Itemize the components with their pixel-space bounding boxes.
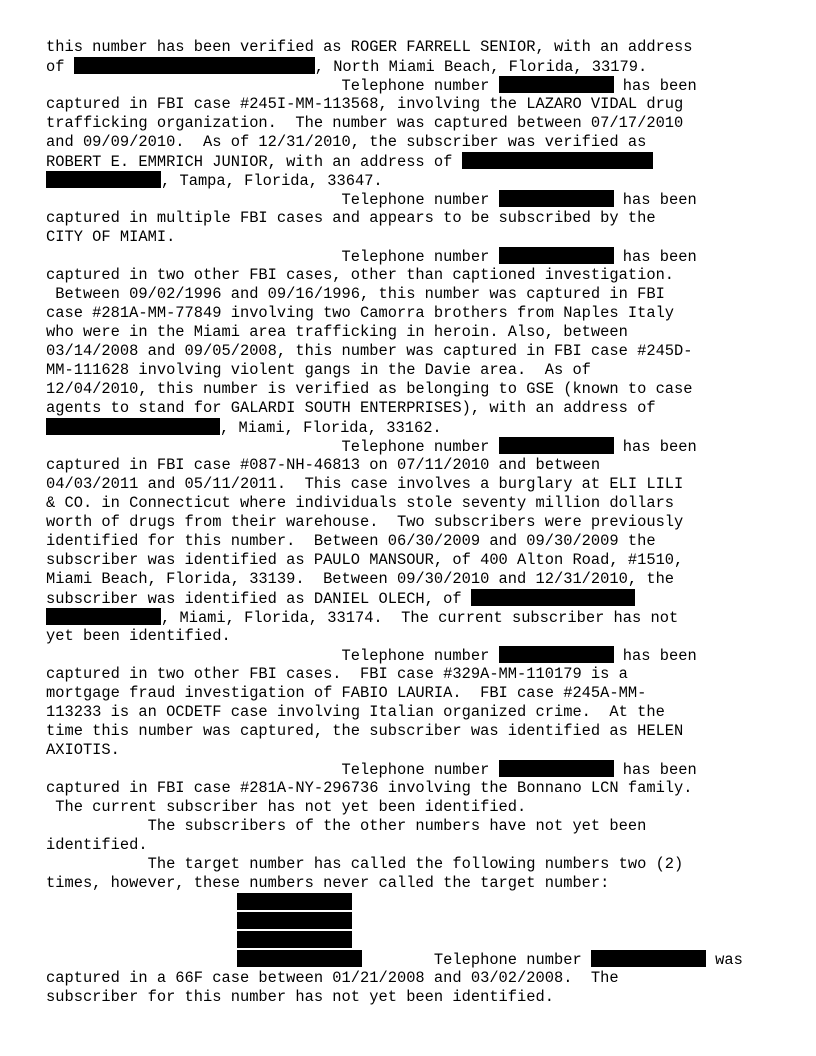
text-line: trafficking organization. The number was captured between 07/17/2010 (46, 114, 684, 132)
text-line: captured in multiple FBI cases and appears to be subscribed by the (46, 209, 656, 227)
text-line: case #281A-MM-77849 involving two Camorra brothers from Naples Italy (46, 304, 675, 322)
text-line: subscriber was identified as DANIEL OLECH, of (46, 589, 635, 608)
text-line: captured in two other FBI cases, other than captioned investigation. (46, 266, 675, 284)
redaction-bar (46, 418, 220, 435)
text-line: of , North Miami Beach, Florida, 33179. (46, 58, 648, 76)
redaction-bar (499, 76, 614, 93)
text-line: & CO. in Connecticut where individuals stole seventy million dollars (46, 494, 675, 512)
text-line: Miami Beach, Florida, 33139. Between 09/30/2010 and 12/31/2010, the (46, 570, 675, 588)
text-line: The subscribers of the other numbers have not yet been (46, 817, 647, 835)
text-line: The target number has called the following numbers two (2) (46, 855, 684, 873)
text-line: who were in the Miami area trafficking in heroin. Also, between (46, 323, 628, 341)
text-line: , Miami, Florida, 33174. The current subscriber has not (46, 608, 678, 627)
redaction-bar (237, 893, 352, 910)
text-line: subscriber was identified as PAULO MANSOUR, of 400 Alton Road, #1510, (46, 551, 684, 569)
text-line: captured in a 66F case between 01/21/2008 and 03/02/2008. The (46, 969, 619, 987)
text-line: Telephone number has been (46, 77, 697, 95)
text-line: 04/03/2011 and 05/11/2011. This case involves a burglary at ELI LILI (46, 475, 684, 493)
redaction-bar (499, 760, 614, 777)
text-line: 12/04/2010, this number is verified as belonging to GSE (known to case (46, 380, 693, 398)
redaction-bar (471, 589, 635, 606)
text-line: 03/14/2008 and 09/05/2008, this number was captured in FBI case #245D- (46, 342, 693, 360)
text-line: agents to stand for GALARDI SOUTH ENTERPRISES), with an address of (46, 399, 656, 417)
text-line: 113233 is an OCDETF case involving Italian organized crime. At the (46, 703, 665, 721)
text-line: identified. (46, 836, 148, 854)
text-line: Telephone number has been (46, 438, 697, 456)
redaction-bar (499, 437, 614, 454)
text-line: Telephone number has been (46, 647, 697, 665)
text-line: captured in FBI case #245I-MM-113568, involving the LAZARO VIDAL drug (46, 95, 684, 113)
text-line: AXIOTIS. (46, 741, 120, 759)
redaction-bar (46, 608, 161, 625)
text-line: CITY OF MIAMI. (46, 228, 176, 246)
redaction-bar (499, 190, 614, 207)
text-line: this number has been verified as ROGER FARRELL SENIOR, with an address (46, 38, 693, 56)
text-line: captured in FBI case #281A-NY-296736 involving the Bonnano LCN family. (46, 779, 693, 797)
redaction-bar (74, 57, 315, 74)
text-line: Telephone number was (46, 951, 743, 969)
text-line: and 09/09/2010. As of 12/31/2010, the subscriber was verified as (46, 133, 647, 151)
text-line: Telephone number has been (46, 248, 697, 266)
text-line: time this number was captured, the subscriber was identified as HELEN (46, 722, 684, 740)
text-line: , Miami, Florida, 33162. (46, 418, 442, 437)
text-line: subscriber for this number has not yet been identified. (46, 988, 554, 1006)
text-line: Telephone number has been (46, 761, 697, 779)
text-line: Between 09/02/1996 and 09/16/1996, this number was captured in FBI (46, 285, 665, 303)
text-line: The current subscriber has not yet been identified. (46, 798, 527, 816)
text-line: captured in two other FBI cases. FBI case #329A-MM-110179 is a (46, 665, 628, 683)
redaction-bar (499, 646, 614, 663)
text-line: yet been identified. (46, 627, 231, 645)
text-line: captured in FBI case #087-NH-46813 on 07/11/2010 and between (46, 456, 601, 474)
redaction-bar (591, 950, 706, 967)
redaction-bar (46, 171, 161, 188)
redaction-bar (462, 152, 653, 169)
redaction-bar (237, 931, 352, 948)
redaction-bar (499, 247, 614, 264)
text-line: , Tampa, Florida, 33647. (46, 171, 383, 190)
redaction-bar (237, 912, 352, 929)
text-line: identified for this number. Between 06/30/2009 and 09/30/2009 the (46, 532, 656, 550)
text-line: ROBERT E. EMMRICH JUNIOR, with an address of (46, 152, 653, 171)
text-line: worth of drugs from their warehouse. Two subscribers were previously (46, 513, 684, 531)
text-line: mortgage fraud investigation of FABIO LAURIA. FBI case #245A-MM- (46, 684, 647, 702)
text-line: times, however, these numbers never called the target number: (46, 874, 610, 892)
text-line: Telephone number has been (46, 191, 697, 209)
text-line: MM-111628 involving violent gangs in the Davie area. As of (46, 361, 591, 379)
